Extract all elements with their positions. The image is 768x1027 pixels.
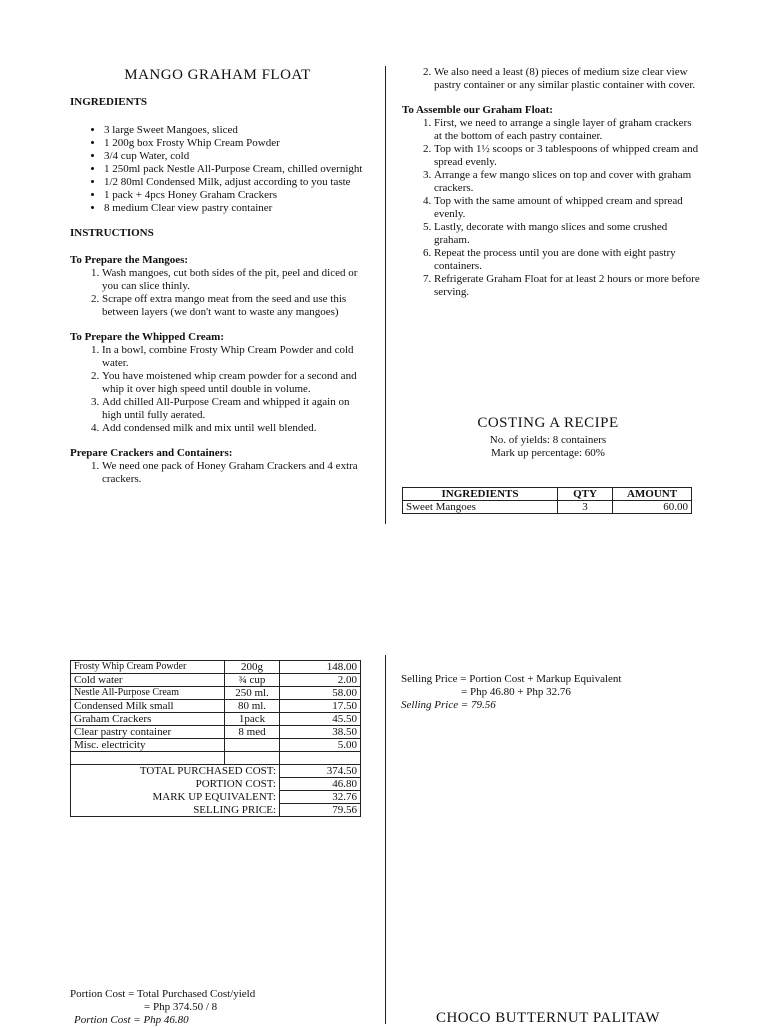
total-row xyxy=(71,778,361,791)
table-row xyxy=(71,739,361,752)
column-divider-bottom xyxy=(385,655,386,1024)
costing-table-body xyxy=(70,660,361,817)
ingredient-item: • 8 medium Clear view pastry container xyxy=(104,202,365,215)
ingredient-item: • 3/4 cup Water, cold xyxy=(104,150,365,163)
table-row xyxy=(403,501,692,514)
step-item: 3. Arrange a few mango slices on top and cover with graham crackers. xyxy=(434,169,702,195)
markup-text: Mark up percentage: 60% xyxy=(491,447,605,459)
total-label: SELLING PRICE: xyxy=(71,804,280,817)
ingredients-list xyxy=(70,124,365,215)
cream-steps xyxy=(70,344,365,435)
ingredients-heading: INGREDIENTS xyxy=(70,96,148,108)
costing-block xyxy=(402,414,694,460)
total-label: PORTION COST: xyxy=(71,778,280,791)
step-item: 2. Top with 1½ scoops or 3 tablespoons of whipped cream and spread evenly. xyxy=(434,143,702,169)
yields-text: No. of yields: 8 containers xyxy=(489,434,607,446)
step-item: 5. Lastly, decorate with mango slices and some crushed graham. xyxy=(434,221,702,247)
recipe-right-column xyxy=(402,66,702,299)
instructions-heading: INSTRUCTIONS xyxy=(70,227,154,239)
cell-qty: 80 ml. xyxy=(225,700,280,713)
cell-qty: 3 xyxy=(558,501,613,514)
step-item: 1. In a bowl, combine Frosty Whip Cream Powder and cold water. xyxy=(102,344,365,370)
portion-formula: Portion Cost = Total Purchased Cost/yield xyxy=(70,988,256,1000)
column-header: QTY xyxy=(558,488,613,501)
step-item: 4. Add condensed milk and mix until well blended. xyxy=(102,422,365,435)
table-row xyxy=(71,752,361,765)
mangoes-steps xyxy=(70,267,365,319)
costing-heading: COSTING A RECIPE xyxy=(477,415,619,431)
cell-ingredient xyxy=(71,752,225,765)
selling-computation: = Php 46.80 + Php 32.76 xyxy=(461,686,571,698)
column-divider-top xyxy=(385,66,386,524)
cell-qty: 250 ml. xyxy=(225,687,280,700)
cell-ingredient: Nestle All-Purpose Cream xyxy=(71,687,225,700)
cell-qty: ¾ cup xyxy=(225,674,280,687)
column-header: INGREDIENTS xyxy=(403,488,558,501)
step-item: 3. Add chilled All-Purpose Cream and whipped it again on high until fully aerated. xyxy=(102,396,365,422)
table-row xyxy=(71,713,361,726)
total-row xyxy=(71,791,361,804)
ingredient-item: • 3 large Sweet Mangoes, sliced xyxy=(104,124,365,137)
cell-ingredient: Sweet Mangoes xyxy=(403,501,558,514)
total-value: 32.76 xyxy=(280,791,361,804)
step-item: 6. Repeat the process until you are done with eight pastry containers. xyxy=(434,247,702,273)
cell-amount: 45.50 xyxy=(280,713,361,726)
portion-cost-block xyxy=(70,988,370,1027)
total-value: 46.80 xyxy=(280,778,361,791)
cell-amount: 58.00 xyxy=(280,687,361,700)
table-row xyxy=(71,700,361,713)
table-header-row xyxy=(403,488,692,501)
cell-amount: 5.00 xyxy=(280,739,361,752)
cell-amount xyxy=(280,752,361,765)
cell-qty: 200g xyxy=(225,661,280,674)
next-recipe xyxy=(402,1009,694,1027)
ingredient-item: • 1/2 80ml Condensed Milk, adjust according to you taste xyxy=(104,176,365,189)
cell-ingredient: Misc. electricity xyxy=(71,739,225,752)
cell-amount: 38.50 xyxy=(280,726,361,739)
portion-result: Portion Cost = Php 46.80 xyxy=(74,1014,189,1026)
crackers-steps-continued xyxy=(402,66,702,92)
step-item: 1. Wash mangoes, cut both sides of the pit, peel and diced or you can slice thinly. xyxy=(102,267,365,293)
total-row xyxy=(71,804,361,817)
cell-qty xyxy=(225,739,280,752)
step-item: 1. First, we need to arrange a single layer of graham crackers at the bottom of each pastry container. xyxy=(434,117,702,143)
cell-amount: 148.00 xyxy=(280,661,361,674)
column-header: AMOUNT xyxy=(613,488,692,501)
step-item: 2. We also need a least (8) pieces of medium size clear view pastry container or any similar plastic container with cover. xyxy=(434,66,702,92)
cell-qty xyxy=(225,752,280,765)
table-row xyxy=(71,687,361,700)
selling-price-block xyxy=(401,673,701,712)
crackers-heading: Prepare Crackers and Containers: xyxy=(70,447,233,459)
cell-amount: 60.00 xyxy=(613,501,692,514)
portion-computation: = Php 374.50 / 8 xyxy=(144,1001,218,1013)
ingredient-item: • 1 pack + 4pcs Honey Graham Crackers xyxy=(104,189,365,202)
next-recipe-title: CHOCO BUTTERNUT PALITAW xyxy=(435,1010,661,1026)
ingredient-item: • 1 250ml pack Nestle All-Purpose Cream, chilled overnight xyxy=(104,163,365,176)
table-row xyxy=(71,674,361,687)
cell-qty: 1pack xyxy=(225,713,280,726)
cell-ingredient: Graham Crackers xyxy=(71,713,225,726)
selling-result: Selling Price = 79.56 xyxy=(401,699,496,711)
assemble-heading: To Assemble our Graham Float: xyxy=(402,104,553,116)
total-label: TOTAL PURCHASED COST: xyxy=(71,765,280,778)
selling-formula: Selling Price = Portion Cost + Markup Equivalent xyxy=(401,673,622,685)
recipe-title: MANGO GRAHAM FLOAT xyxy=(124,67,311,83)
table-row xyxy=(71,726,361,739)
cell-amount: 2.00 xyxy=(280,674,361,687)
cell-ingredient: Cold water xyxy=(71,674,225,687)
assemble-steps xyxy=(402,117,702,299)
total-label: MARK UP EQUIVALENT: xyxy=(71,791,280,804)
cell-ingredient: Condensed Milk small xyxy=(71,700,225,713)
step-item: 2. Scrape off extra mango meat from the seed and use this between layers (we don't want to waste any mangoes) xyxy=(102,293,365,319)
total-value: 79.56 xyxy=(280,804,361,817)
total-row xyxy=(71,765,361,778)
mangoes-heading: To Prepare the Mangoes: xyxy=(70,254,189,266)
total-value: 374.50 xyxy=(280,765,361,778)
cell-amount: 17.50 xyxy=(280,700,361,713)
step-item: 1. We need one pack of Honey Graham Crackers and 4 extra crackers. xyxy=(102,460,365,486)
cell-ingredient: Frosty Whip Cream Powder xyxy=(71,661,225,674)
cell-qty: 8 med xyxy=(225,726,280,739)
recipe-left-column xyxy=(70,66,365,486)
crackers-steps xyxy=(70,460,365,486)
costing-table-head xyxy=(402,487,692,514)
ingredient-item: • 1 200g box Frosty Whip Cream Powder xyxy=(104,137,365,150)
table-row xyxy=(71,661,361,674)
step-item: 4. Top with the same amount of whipped cream and spread evenly. xyxy=(434,195,702,221)
cell-ingredient: Clear pastry container xyxy=(71,726,225,739)
step-item: 2. You have moistened whip cream powder for a second and whip it over high speed until double in volume. xyxy=(102,370,365,396)
cream-heading: To Prepare the Whipped Cream: xyxy=(70,331,225,343)
step-item: 7. Refrigerate Graham Float for at least 2 hours or more before serving. xyxy=(434,273,702,299)
